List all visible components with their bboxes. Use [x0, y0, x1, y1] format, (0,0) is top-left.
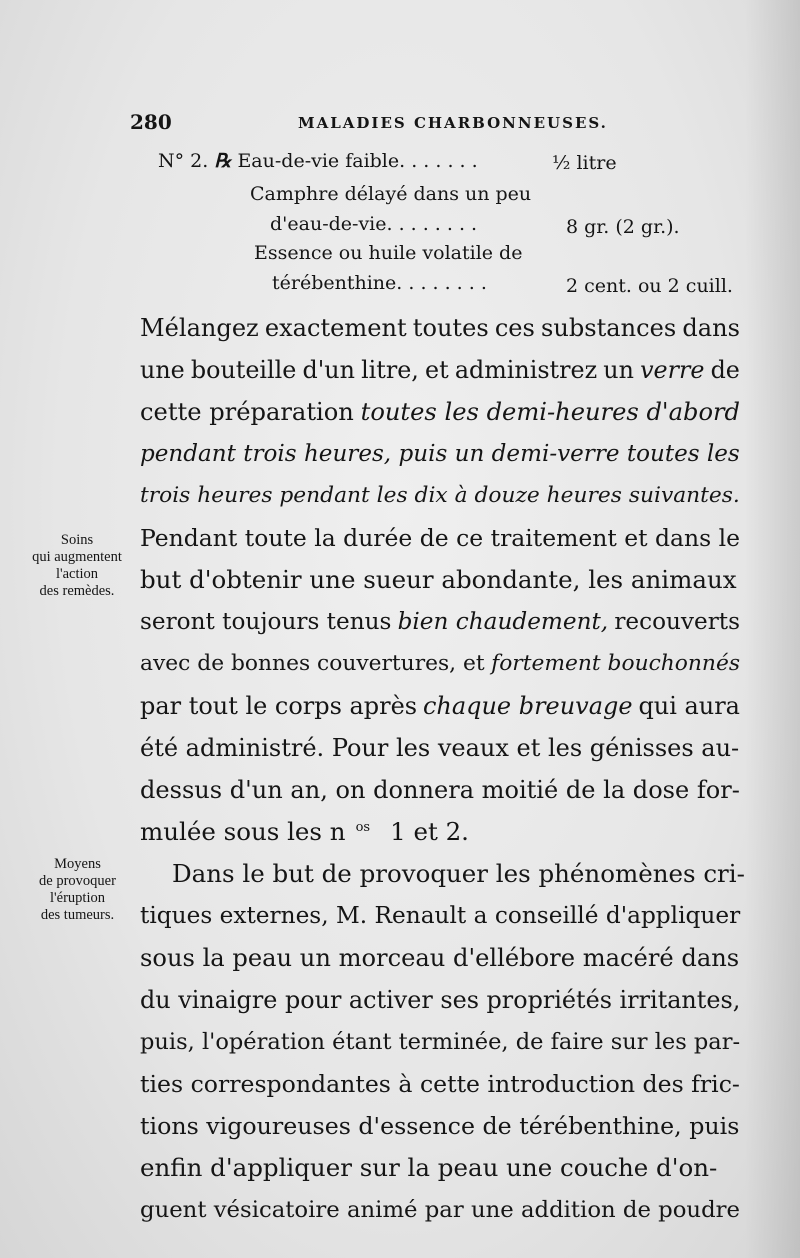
margin-note-soins: [2, 532, 152, 600]
text-line: cette préparation toutes les demi-heures d'abord: [140, 398, 740, 426]
text-line: du vinaigre pour activer ses propriétés irritantes,: [140, 986, 741, 1014]
text-line: été administré. Pour les veaux et les génisses au-: [140, 734, 740, 762]
formula-line-4: Essence ou huile volatile de: [254, 242, 523, 264]
margin-note-moyens: [10, 856, 145, 924]
text-line: Pendant toute la durée de ce traitement et dans le: [140, 524, 741, 552]
text-line: mulée sous les n $^{os}$ 1 et 2.: [140, 817, 469, 846]
text-line: avec de bonnes couvertures, et fortement bouchonnés: [140, 651, 740, 676]
text-line: dessus d'un an, on donnera moitié de la dose for-: [140, 776, 740, 804]
formula-line-5: térébenthine. . . . . . . .: [272, 272, 487, 294]
formula-line-1: [158, 150, 478, 172]
text-line: par tout le corps après chaque breuvage qui aura: [140, 692, 740, 720]
formula-line-2: Camphre délayé dans un peu: [250, 183, 532, 205]
text-line: guent vésicatoire animé par une addition de poudre: [140, 1197, 740, 1223]
text-line: trois heures pendant les dix à douze heures suivantes.: [140, 483, 740, 508]
margin-note-line: Moyens: [54, 856, 101, 872]
formula-qty-5: 2 cent. ou 2 cuill.: [566, 275, 733, 297]
margin-note-line: des tumeurs.: [40, 907, 115, 923]
text-line: puis, l'opération étant terminée, de faire sur les par-: [140, 1029, 741, 1055]
page-number: 280: [130, 110, 172, 134]
running-title: MALADIES CHARBONNEUSES.: [298, 114, 608, 132]
formula-text: Eau-de-vie faible. . . . . . .: [237, 150, 478, 172]
text-line: seront toujours tenus bien chaudement, recouverts: [140, 609, 740, 635]
recipe-sign: ℞: [214, 150, 232, 172]
formula-number: N° 2.: [158, 150, 209, 172]
text-line: enfin d'appliquer sur la peau une couche d'on-: [140, 1153, 718, 1182]
text-line: ties correspondantes à cette introduction des fric-: [140, 1070, 740, 1098]
text-line: sous la peau un morceau d'ellébore macéré dans: [140, 944, 740, 972]
margin-note-line: de provoquer: [39, 873, 116, 889]
formula-qty-3: 8 gr. (2 gr.).: [566, 216, 680, 238]
margin-note-line: l'action: [55, 566, 99, 582]
text-line: but d'obtenir une sueur abondante, les animaux: [140, 565, 737, 594]
formula-block: [0, 0, 800, 300]
text-line: pendant trois heures, puis un demi-verre toutes les: [140, 441, 740, 467]
text-line: tions vigoureuses d'essence de térébenthine, puis: [140, 1112, 740, 1140]
margin-note-line: Soins: [60, 532, 94, 548]
margin-note-line: qui augmentent: [32, 549, 122, 565]
text-line: Dans le but de provoquer les phénomènes cri-: [172, 859, 745, 888]
text-line: Mélangez exactement toutes ces substances dans: [140, 314, 740, 342]
text-line: tiques externes, M. Renault a conseillé d'appliquer: [140, 902, 741, 929]
formula-line-3: d'eau-de-vie. . . . . . . .: [270, 213, 478, 235]
text-line: une bouteille d'un litre, et administrez un verre de: [140, 356, 740, 384]
formula-qty-1: ½ litre: [552, 152, 617, 174]
margin-note-line: des remèdes.: [39, 583, 115, 599]
margin-note-line: l'éruption: [50, 890, 105, 906]
